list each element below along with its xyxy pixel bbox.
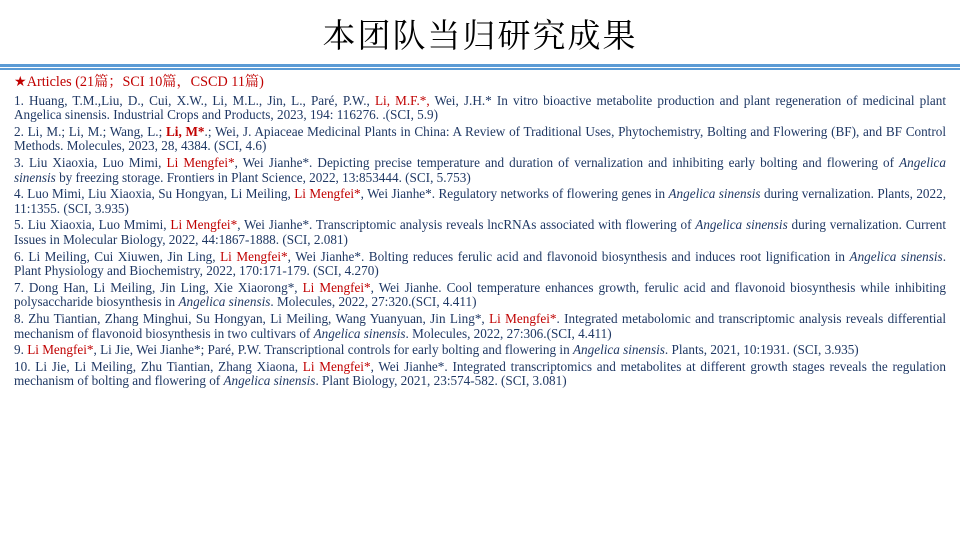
highlighted-author: Li Mengfei* [170,217,238,233]
slide-title: 本团队当归研究成果 [322,16,638,55]
highlighted-author: Li Mengfei* [302,279,371,295]
highlighted-author: Li Mengfei* [302,358,371,374]
title-divider [0,64,960,70]
article-text: . Molecules, 2022, 27:320.(SCI, 4.411) [270,294,477,310]
article-item [14,156,946,185]
article-text: 5. Liu Xiaoxia, Luo Mmimi, [14,217,171,233]
species-name: Angelica sinensis [572,342,665,358]
article-item [14,360,946,389]
highlighted-author: Li Mengfei* [27,342,94,358]
article-text: 1. Huang, T.M.,Liu, D., Cui, X.W., Li, M.L., Jin, L., Paré, P.W., [14,92,375,108]
article-text: during vernalization. Current Issues in Molecular Biology, 2022, 44:1867-1888. (SCI, 2.081) [14,217,946,247]
article-item [14,343,946,358]
highlighted-author: Li Mengfei* [166,154,235,170]
article-text: . Plant Biology, 2021, 23:574-582. (SCI, 3.081) [315,373,567,389]
articles-heading-text: Articles (21篇；SCI 10篇，CSCD 11篇) [26,74,264,90]
species-name: Angelica sinensis [668,186,761,202]
article-text: by freezing storage. Frontiers in Plant Science, 2022, 13:853444. (SCI, 5.753) [55,169,471,185]
article-text: . Plant Physiology and Biochemistry, 2022, 170:171-179. (SCI, 4.270) [14,248,946,279]
species-name: Angelica sinensis [223,373,316,389]
article-list [14,75,946,391]
article-item [14,94,946,123]
article-item [14,125,946,154]
article-text: . Molecules, 2022, 27:306.(SCI, 4.411) [405,325,612,341]
highlighted-author: Li, M* [165,123,205,139]
article-text: , Wei Jianhe*. Transcriptomic analysis reveals lncRNAs associated with flowering of [237,217,696,233]
species-name: Angelica sinensis [849,248,943,264]
article-text: during vernalization. Plants, 2022, 11:1355. (SCI, 3.935) [14,186,946,216]
article-text: Wei, J.H.* In vitro bioactive metabolite production and plant regeneration of medicinal plant Angelica sinensis. Industrial Crops and Products, 2023, 194: 116276. .(SCI, 5.9) [14,92,946,123]
article-text: . Integrated metabolomic and transcriptomic analysis reveals differential mechanism of flavonoid biosynthesis in two cultivars of [14,310,946,341]
article-items [14,94,946,389]
article-text: , Wei Jianhe*. Regulatory networks of flowering genes in [360,186,669,202]
article-text: .; Wei, J. Apiaceae Medicinal Plants in China: A Review of Traditional Uses, Phytochemistry, Bolting and Flowering (BF), and BF Control Methods. Molecules, 2023, 28, 4384. (SCI, 4.6) [14,123,946,154]
article-text: 10. Li Jie, Li Meiling, Zhu Tiantian, Zhang Xiaona, [14,358,303,374]
article-text: 6. Li Meiling, Cui Xiuwen, Jin Ling, [14,248,221,264]
highlighted-author: Li Mengfei* [294,186,361,202]
article-text: 2. Li, M.; Li, M.; Wang, L.; [14,123,166,139]
highlighted-author: Li, M.F.*, [375,92,430,108]
article-text: , Wei Jianhe*. Depicting precise temperature and duration of vernalization and inhibiting early bolting and flowering of [234,154,900,170]
articles-heading [14,75,946,90]
highlighted-author: Li Mengfei* [489,310,557,326]
article-text: 7. Dong Han, Li Meiling, Jin Ling, Xie Xiaorong*, [14,279,303,295]
article-item [14,187,946,216]
article-item [14,312,946,341]
species-name: Angelica sinensis [313,325,406,341]
highlighted-author: Li Mengfei* [220,248,288,264]
article-item [14,250,946,279]
article-text: 3. Liu Xiaoxia, Luo Mimi, [14,154,167,170]
article-item [14,281,946,310]
article-text: , Wei Jianhe*. Integrated transcriptomics and metabolites at different growth stages reveals the regulation mechanism of bolting and flowering of [14,358,946,389]
article-text: , Wei Jianhe. Cool temperature enhances growth, ferulic acid and flavonoid biosynthesis while inhibiting polysaccharide biosynthesis in [14,279,946,310]
article-text: 9. [14,342,28,358]
article-text: 4. Luo Mimi, Liu Xiaoxia, Su Hongyan, Li Meiling, [14,186,295,202]
species-name: Angelica sinensis [14,154,946,185]
species-name: Angelica sinensis [695,217,788,233]
article-text: , Li Jie, Wei Jianhe*; Paré, P.W. Transcriptional controls for early bolting and flowering in [93,342,573,358]
species-name: Angelica sinensis [178,294,271,310]
article-text: . Plants, 2021, 10:1931. (SCI, 3.935) [664,342,859,358]
article-item [14,218,946,247]
article-text: , Wei Jianhe*. Bolting reduces ferulic acid and flavonoid biosynthesis and induces root lignification in [287,248,850,264]
article-text: 8. Zhu Tiantian, Zhang Minghui, Su Hongyan, Li Meiling, Wang Yuanyuan, Jin Ling*, [14,310,490,326]
star-icon: ★ [14,74,27,90]
